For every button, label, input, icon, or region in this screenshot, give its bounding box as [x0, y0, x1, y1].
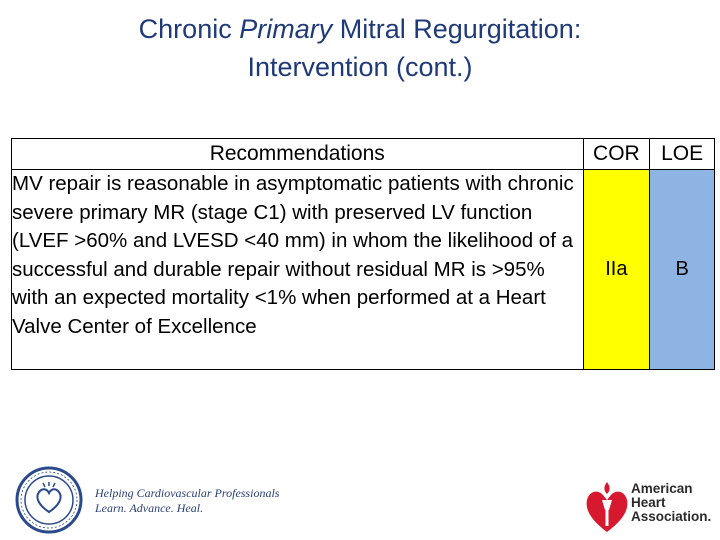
aha-logo	[585, 474, 715, 536]
aha-wordmark	[631, 482, 711, 524]
header-recommendations: Recommendations	[12, 139, 584, 170]
aha-name-line-3: Association.	[631, 509, 712, 524]
acc-tagline-line-1: Helping Cardiovascular Professionals	[95, 486, 280, 500]
slide-title	[0, 10, 720, 86]
header-cor: COR	[583, 139, 650, 170]
title-line-2: Intervention (cont.)	[247, 52, 473, 82]
cor-value: IIa	[583, 170, 650, 370]
header-loe: LOE	[650, 139, 715, 170]
aha-name-line-2: Heart	[631, 495, 666, 510]
aha-name-line-1: American	[631, 481, 693, 496]
recommendation-text: MV repair is reasonable in asymptomatic patients with chronic severe primary MR (stage C1) with preserved LV function (LVEF >60% and LVESD <40 mm) in whom the likelihood of a successful and durable repair without residual MR is >95% with an expected mortality <1% when performed at a Heart Valve Center of Excellence	[12, 170, 584, 370]
table-row	[12, 170, 715, 370]
recommendation-table	[11, 138, 715, 370]
acc-tagline-line-2: Learn. Advance. Heal.	[95, 501, 204, 515]
acc-tagline	[95, 486, 279, 516]
table-header-row	[12, 139, 715, 170]
acc-seal-icon	[15, 466, 83, 534]
acc-logo	[15, 466, 295, 534]
title-emphasis: Primary	[239, 14, 333, 44]
heart-torch-icon	[585, 476, 629, 534]
loe-value: B	[650, 170, 715, 370]
title-line-1: Chronic Primary Mitral Regurgitation:	[138, 14, 582, 44]
